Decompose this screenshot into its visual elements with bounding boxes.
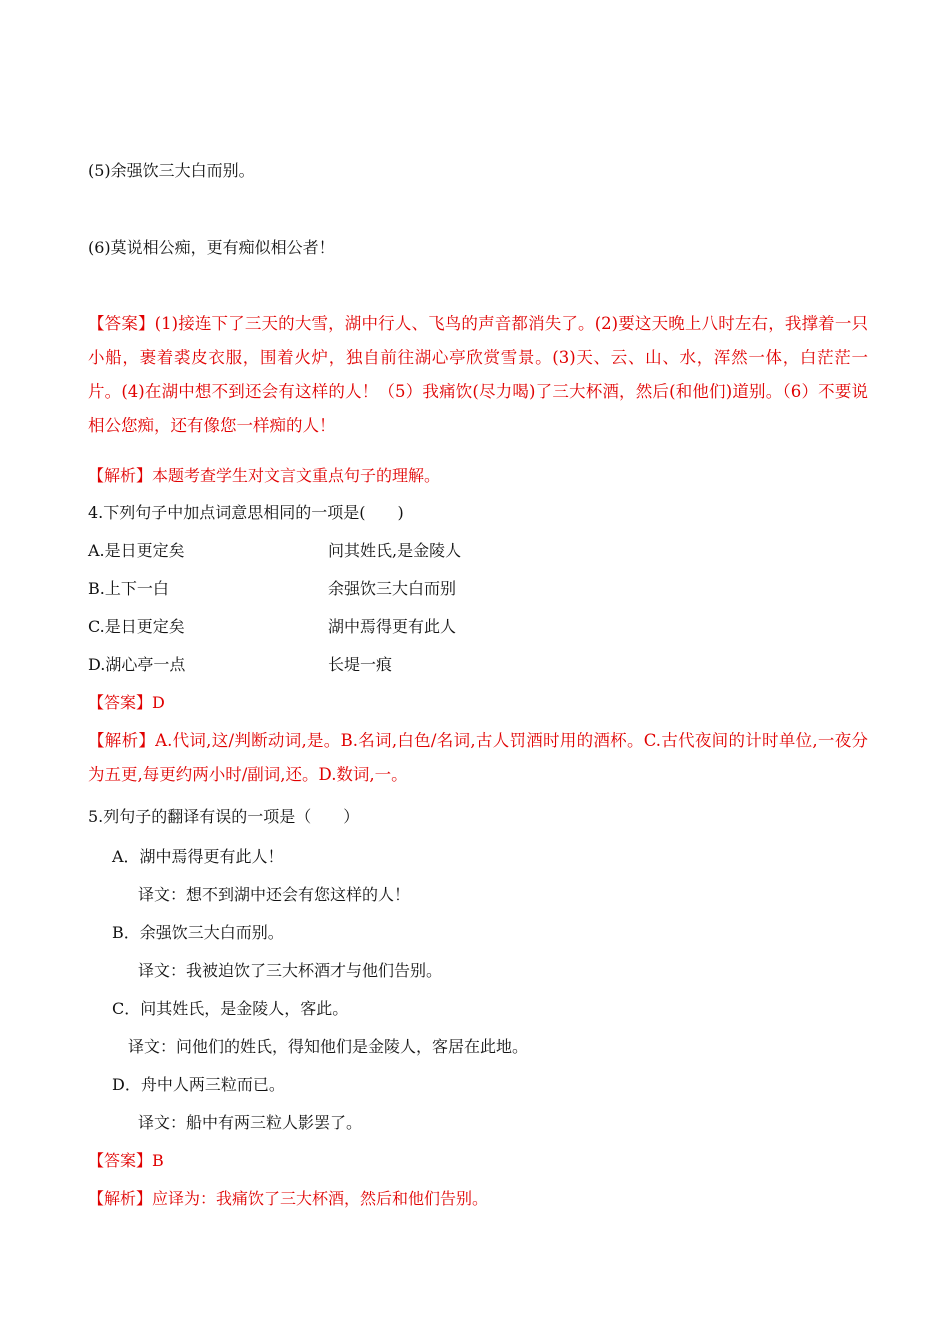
option-left: C.是日更定矣 <box>88 617 185 636</box>
translation-item-5: (5)余强饮三大白而别。 <box>88 161 255 180</box>
question-5-option-d-sentence: D．舟中人两三粒而已。 <box>112 1075 285 1094</box>
answer-value: D <box>152 693 165 712</box>
analysis-label: 【解析】 <box>88 466 153 485</box>
analysis-block-1 <box>88 465 440 487</box>
question-5-stem: 5.列句子的翻译有误的一项是（ ） <box>88 807 360 826</box>
answer-block-1 <box>88 307 868 443</box>
option-left: D.湖心亭一点 <box>88 655 186 674</box>
answer-label: 【答案】 <box>88 314 155 333</box>
answer-value: B <box>152 1151 164 1170</box>
option-left: B.上下一白 <box>88 579 169 598</box>
question-4-option-d <box>88 654 393 676</box>
answer-text: (1)接连下了三天的大雪，湖中行人、飞鸟的声音都消失了。(2)要这天晚上八时左右，我撑着一只小船，裹着裘皮衣服，围着火炉，独自前往湖心亭欣赏雪景。(3)天、云、山、水，浑然一体，白茫茫一片。(4)在湖中想不到还会有这样的人！（5）我痛饮(尽力喝)了三大杯酒，然后(和他们)道别。（6）不要说相公您痴，还有像您一样痴的人！ <box>88 314 869 435</box>
option-left: A.是日更定矣 <box>88 541 185 560</box>
analysis-text: 本题考查学生对文言文重点句子的理解。 <box>152 466 441 485</box>
question-5-option-b-sentence: B．余强饮三大白而别。 <box>112 923 284 942</box>
question-5-option-b-translation: 译文：我被迫饮了三大杯酒才与他们告别。 <box>138 961 443 980</box>
analysis-text: A.代词,这/判断动词,是。B.名词,白色/名词,古人罚酒时用的酒杯。C.古代夜间的计时单位,一夜分为五更,每更约两小时/副词,还。D.数词,一。 <box>88 731 869 784</box>
question-5-option-c-translation: 译文：问他们的姓氏，得知他们是金陵人，客居在此地。 <box>128 1037 529 1056</box>
question-5-option-d-translation: 译文：船中有两三粒人影罢了。 <box>138 1113 363 1132</box>
question-4-option-a <box>88 540 462 562</box>
question-4-option-c <box>88 616 457 638</box>
question-4-option-b <box>88 578 457 600</box>
option-right: 长堤一痕 <box>328 655 393 674</box>
question-5-answer <box>88 1150 164 1172</box>
question-5-option-a-sentence: A．湖中焉得更有此人！ <box>112 847 284 866</box>
analysis-label: 【解析】 <box>88 1189 153 1208</box>
question-5-option-a-translation: 译文：想不到湖中还会有您这样的人！ <box>138 885 411 904</box>
option-right: 问其姓氏,是金陵人 <box>328 541 462 560</box>
analysis-label: 【解析】 <box>88 731 156 750</box>
question-5-option-c-sentence: C．问其姓氏，是金陵人，客此。 <box>112 999 349 1018</box>
option-right: 湖中焉得更有此人 <box>328 617 457 636</box>
question-4-analysis <box>88 724 868 792</box>
question-4-stem: 4.下列句子中加点词意思相同的一项是( ) <box>88 503 404 522</box>
question-5-analysis <box>88 1188 488 1210</box>
question-4-answer <box>88 692 165 714</box>
analysis-text: 应译为：我痛饮了三大杯酒，然后和他们告别。 <box>152 1189 489 1208</box>
answer-label: 【答案】 <box>88 1151 153 1170</box>
answer-label: 【答案】 <box>88 693 153 712</box>
translation-item-6: (6)莫说相公痴，更有痴似相公者！ <box>88 238 335 257</box>
option-right: 余强饮三大白而别 <box>328 579 457 598</box>
